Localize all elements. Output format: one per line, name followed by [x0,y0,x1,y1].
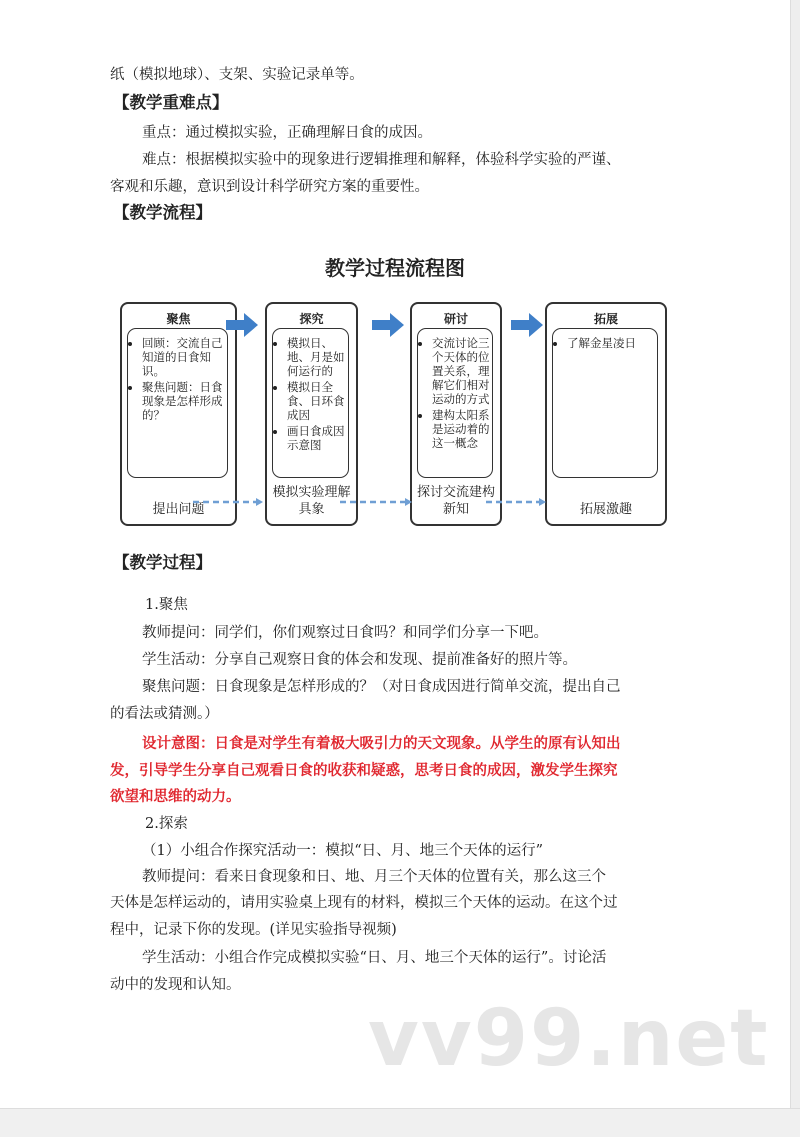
stage-item: • 聚焦问题：日食现象是怎样形成的？ [142,380,225,422]
text-line: 的看法或猜测。） [110,706,219,722]
text-line: 教师提问：同学们，你们观察过日食吗？和同学们分享一下吧。 [142,625,548,641]
watermark: vv99.net [368,994,770,1084]
stage-heading: 探究 [299,312,324,326]
text-line: 聚焦问题：日食现象是怎样形成的？（对日食成因进行简单交流，提出自己 [142,679,621,695]
subsection-heading: 1.聚焦 [145,597,188,613]
section-heading: 【教学重难点】 [113,93,229,112]
section-heading: 【教学流程】 [113,203,212,222]
stage-heading: 聚焦 [166,312,191,326]
text-line: 难点：根据模拟实验中的现象进行逻辑推理和解释，体验科学实验的严谨、 [142,152,621,168]
flow-stage [265,302,358,526]
page-edge-right [790,0,800,1137]
flow-stage [545,302,667,526]
text-line: 纸（模拟地球）、支架、实验记录单等。 [110,67,364,83]
stage-footer: 拓展激趣 [579,502,632,517]
dashed-arrow-icon [193,497,263,507]
subsection-heading: 2.探索 [145,816,188,832]
stage-item: • 模拟日、地、月是如何运行的 [287,336,346,378]
text-line: （1）小组合作探究活动一：模拟“日、月、地三个天体的运行” [142,843,544,859]
text-line: 客观和乐趣，意识到设计科学研究方案的重要性。 [110,179,429,195]
stage-footer: 模拟实验理解具象 [272,485,351,517]
stage-heading: 研讨 [443,312,468,326]
stage-content [127,328,228,478]
flow-arrow-icon [511,313,543,337]
design-intent-line: 欲望和思维的动力。 [110,788,241,805]
stage-heading: 拓展 [593,312,618,326]
stage-content [552,328,658,478]
dashed-arrow-icon [486,497,546,507]
text-line: 动中的发现和认知。 [110,977,241,993]
design-intent-line: 发，引导学生分享自己观看日食的收获和疑惑，思考日食的成因，激发学生探究 [110,762,618,779]
dashed-arrow-icon [340,497,412,507]
flowchart-title: 教学过程流程图 [325,256,465,280]
stage-content [417,328,493,478]
stage-content [272,328,349,478]
flow-arrow-icon [372,313,404,337]
section-heading: 【教学过程】 [113,553,212,572]
text-line: 重点：通过模拟实验，正确理解日食的成因。 [142,125,432,141]
page-edge-bottom [0,1108,800,1137]
flow-stage [120,302,237,526]
stage-item: • 建构太阳系是运动着的这一概念 [432,408,490,450]
text-line: 学生活动：小组合作完成模拟实验“日、月、地三个天体的运行”。讨论活 [142,950,607,966]
text-line: 教师提问：看来日食现象和日、地、月三个天体的位置有关，那么这三个 [142,869,606,885]
flow-arrow-icon [226,313,258,337]
stage-footer: 探讨交流建构新知 [416,485,495,517]
text-line: 程中，记录下你的发现。(详见实验指导视频) [110,922,397,938]
stage-item: • 交流讨论三个天体的位置关系，理解它们相对运动的方式 [432,336,490,406]
text-line: 学生活动：分享自己观察日食的体会和发现、提前准备好的照片等。 [142,652,577,668]
stage-item: • 回顾：交流自己知道的日食知识。 [142,336,225,378]
stage-item: • 模拟日全食、日环食成因 [287,380,346,422]
design-intent-line: 设计意图：日食是对学生有着极大吸引力的天文现象。从学生的原有认知出 [142,735,621,752]
stage-item: • 了解金星凌日 [567,336,655,350]
text-line: 天体是怎样运动的，请用实验桌上现有的材料，模拟三个天体的运动。在这个过 [110,895,618,911]
flow-stage [410,302,502,526]
stage-footer: 提出问题 [152,502,205,517]
stage-item: • 画日食成因示意图 [287,424,346,452]
